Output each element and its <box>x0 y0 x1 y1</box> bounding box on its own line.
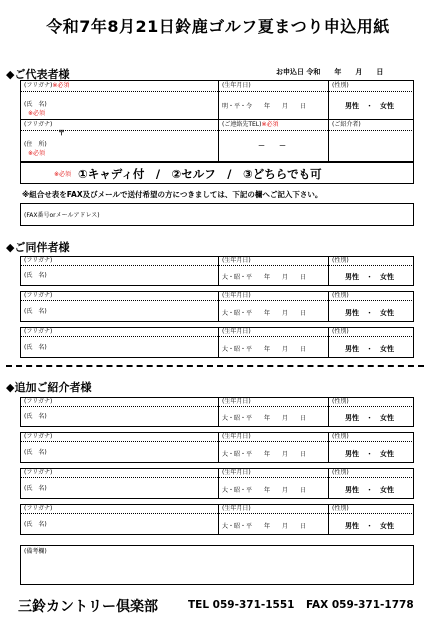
fax-note: ※組合せ表をFAX及びメールで送付希望の方につきましては、下記の欄へご記入下さい。 <box>22 190 323 199</box>
birth-value[interactable]: 大・昭・平 年 月 日 <box>222 346 307 353</box>
gender-label: (性別) <box>332 328 349 335</box>
section-divider <box>6 365 424 367</box>
page-title: 令和7年8月21日鈴鹿ゴルフ夏まつり申込用紙 <box>46 17 390 36</box>
name-label: (氏 名) <box>24 521 47 528</box>
gender-label: (性別) <box>332 469 349 476</box>
apply-date: お申込日 令和 年 月 日 <box>276 68 384 76</box>
play-options[interactable]: ①キャディ付 / ②セルフ / ③どちらでも可 <box>78 167 322 181</box>
birth-value[interactable]: 大・昭・平 年 月 日 <box>222 415 307 422</box>
rep-name-label: (氏 名) <box>24 101 47 108</box>
rep-address-label: (住 所) <box>24 141 47 148</box>
furigana-label: (フリガナ) <box>24 328 53 335</box>
name-label: (氏 名) <box>24 308 47 315</box>
name-label: (氏 名) <box>24 485 47 492</box>
birth-label: (生年月日) <box>222 398 251 405</box>
rep-birth-label: (生年月日) <box>222 82 251 89</box>
birth-value[interactable]: 大・昭・平 年 月 日 <box>222 523 307 530</box>
furigana-label: (フリガナ) <box>24 398 53 405</box>
birth-label: (生年月日) <box>222 433 251 440</box>
options-required: ※必須 <box>54 171 72 178</box>
postal-mark: 〒 <box>58 129 65 137</box>
rep-furigana2-label: (フリガナ) <box>24 121 53 128</box>
club-tel: TEL 059-371-1551 <box>188 599 295 611</box>
rep-gender-label: (性別) <box>332 82 349 89</box>
name-label: (氏 名) <box>24 272 47 279</box>
birth-label: (生年月日) <box>222 257 251 264</box>
rep-address-required: ※必須 <box>28 150 46 157</box>
remarks-label: (備考欄) <box>24 548 47 555</box>
birth-value[interactable]: 大・昭・平 年 月 日 <box>222 451 307 458</box>
gender-label: (性別) <box>332 398 349 405</box>
gender-label: (性別) <box>332 433 349 440</box>
name-label: (氏 名) <box>24 449 47 456</box>
rep-name-required: ※必須 <box>28 110 46 117</box>
gender-value[interactable]: 男性 ・ 女性 <box>345 522 394 530</box>
gender-label: (性別) <box>332 292 349 299</box>
birth-value[interactable]: 大・昭・平 年 月 日 <box>222 310 307 317</box>
fax-email-label: (FAX番号orメールアドレス) <box>24 212 100 219</box>
rep-birth-value[interactable]: 明・平・令 年 月 日 <box>222 103 307 110</box>
furigana-label: (フリガナ) <box>24 433 53 440</box>
furigana-label: (フリガナ) <box>24 469 53 476</box>
club-name: 三鈴カントリー倶楽部 <box>18 599 158 615</box>
club-fax: FAX 059-371-1778 <box>306 599 414 611</box>
birth-label: (生年月日) <box>222 469 251 476</box>
birth-label: (生年月日) <box>222 328 251 335</box>
name-label: (氏 名) <box>24 413 47 420</box>
gender-value[interactable]: 男性 ・ 女性 <box>345 414 394 422</box>
name-label: (氏 名) <box>24 344 47 351</box>
gender-value[interactable]: 男性 ・ 女性 <box>345 345 394 353</box>
companion-heading: ◆ご同伴者様 <box>6 241 70 254</box>
birth-label: (生年月日) <box>222 505 251 512</box>
rep-furigana-label: (フリガナ)※必須 <box>24 82 70 89</box>
rep-contact-value[interactable]: － － <box>258 142 286 150</box>
additional-heading: ◆追加ご紹介者様 <box>6 381 92 394</box>
rep-contact-label: (ご連絡先TEL)※必須 <box>222 121 279 128</box>
furigana-label: (フリガナ) <box>24 292 53 299</box>
furigana-label: (フリガナ) <box>24 257 53 264</box>
furigana-label: (フリガナ) <box>24 505 53 512</box>
rep-introducer-label: (ご紹介者) <box>332 121 361 128</box>
rep-gender-value[interactable]: 男性 ・ 女性 <box>345 102 394 110</box>
gender-label: (性別) <box>332 505 349 512</box>
remarks-field[interactable] <box>20 545 414 585</box>
birth-value[interactable]: 大・昭・平 年 月 日 <box>222 274 307 281</box>
gender-value[interactable]: 男性 ・ 女性 <box>345 273 394 281</box>
gender-value[interactable]: 男性 ・ 女性 <box>345 450 394 458</box>
representative-heading: ◆ご代表者様 <box>6 68 70 81</box>
gender-label: (性別) <box>332 257 349 264</box>
birth-label: (生年月日) <box>222 292 251 299</box>
gender-value[interactable]: 男性 ・ 女性 <box>345 309 394 317</box>
birth-value[interactable]: 大・昭・平 年 月 日 <box>222 487 307 494</box>
gender-value[interactable]: 男性 ・ 女性 <box>345 486 394 494</box>
